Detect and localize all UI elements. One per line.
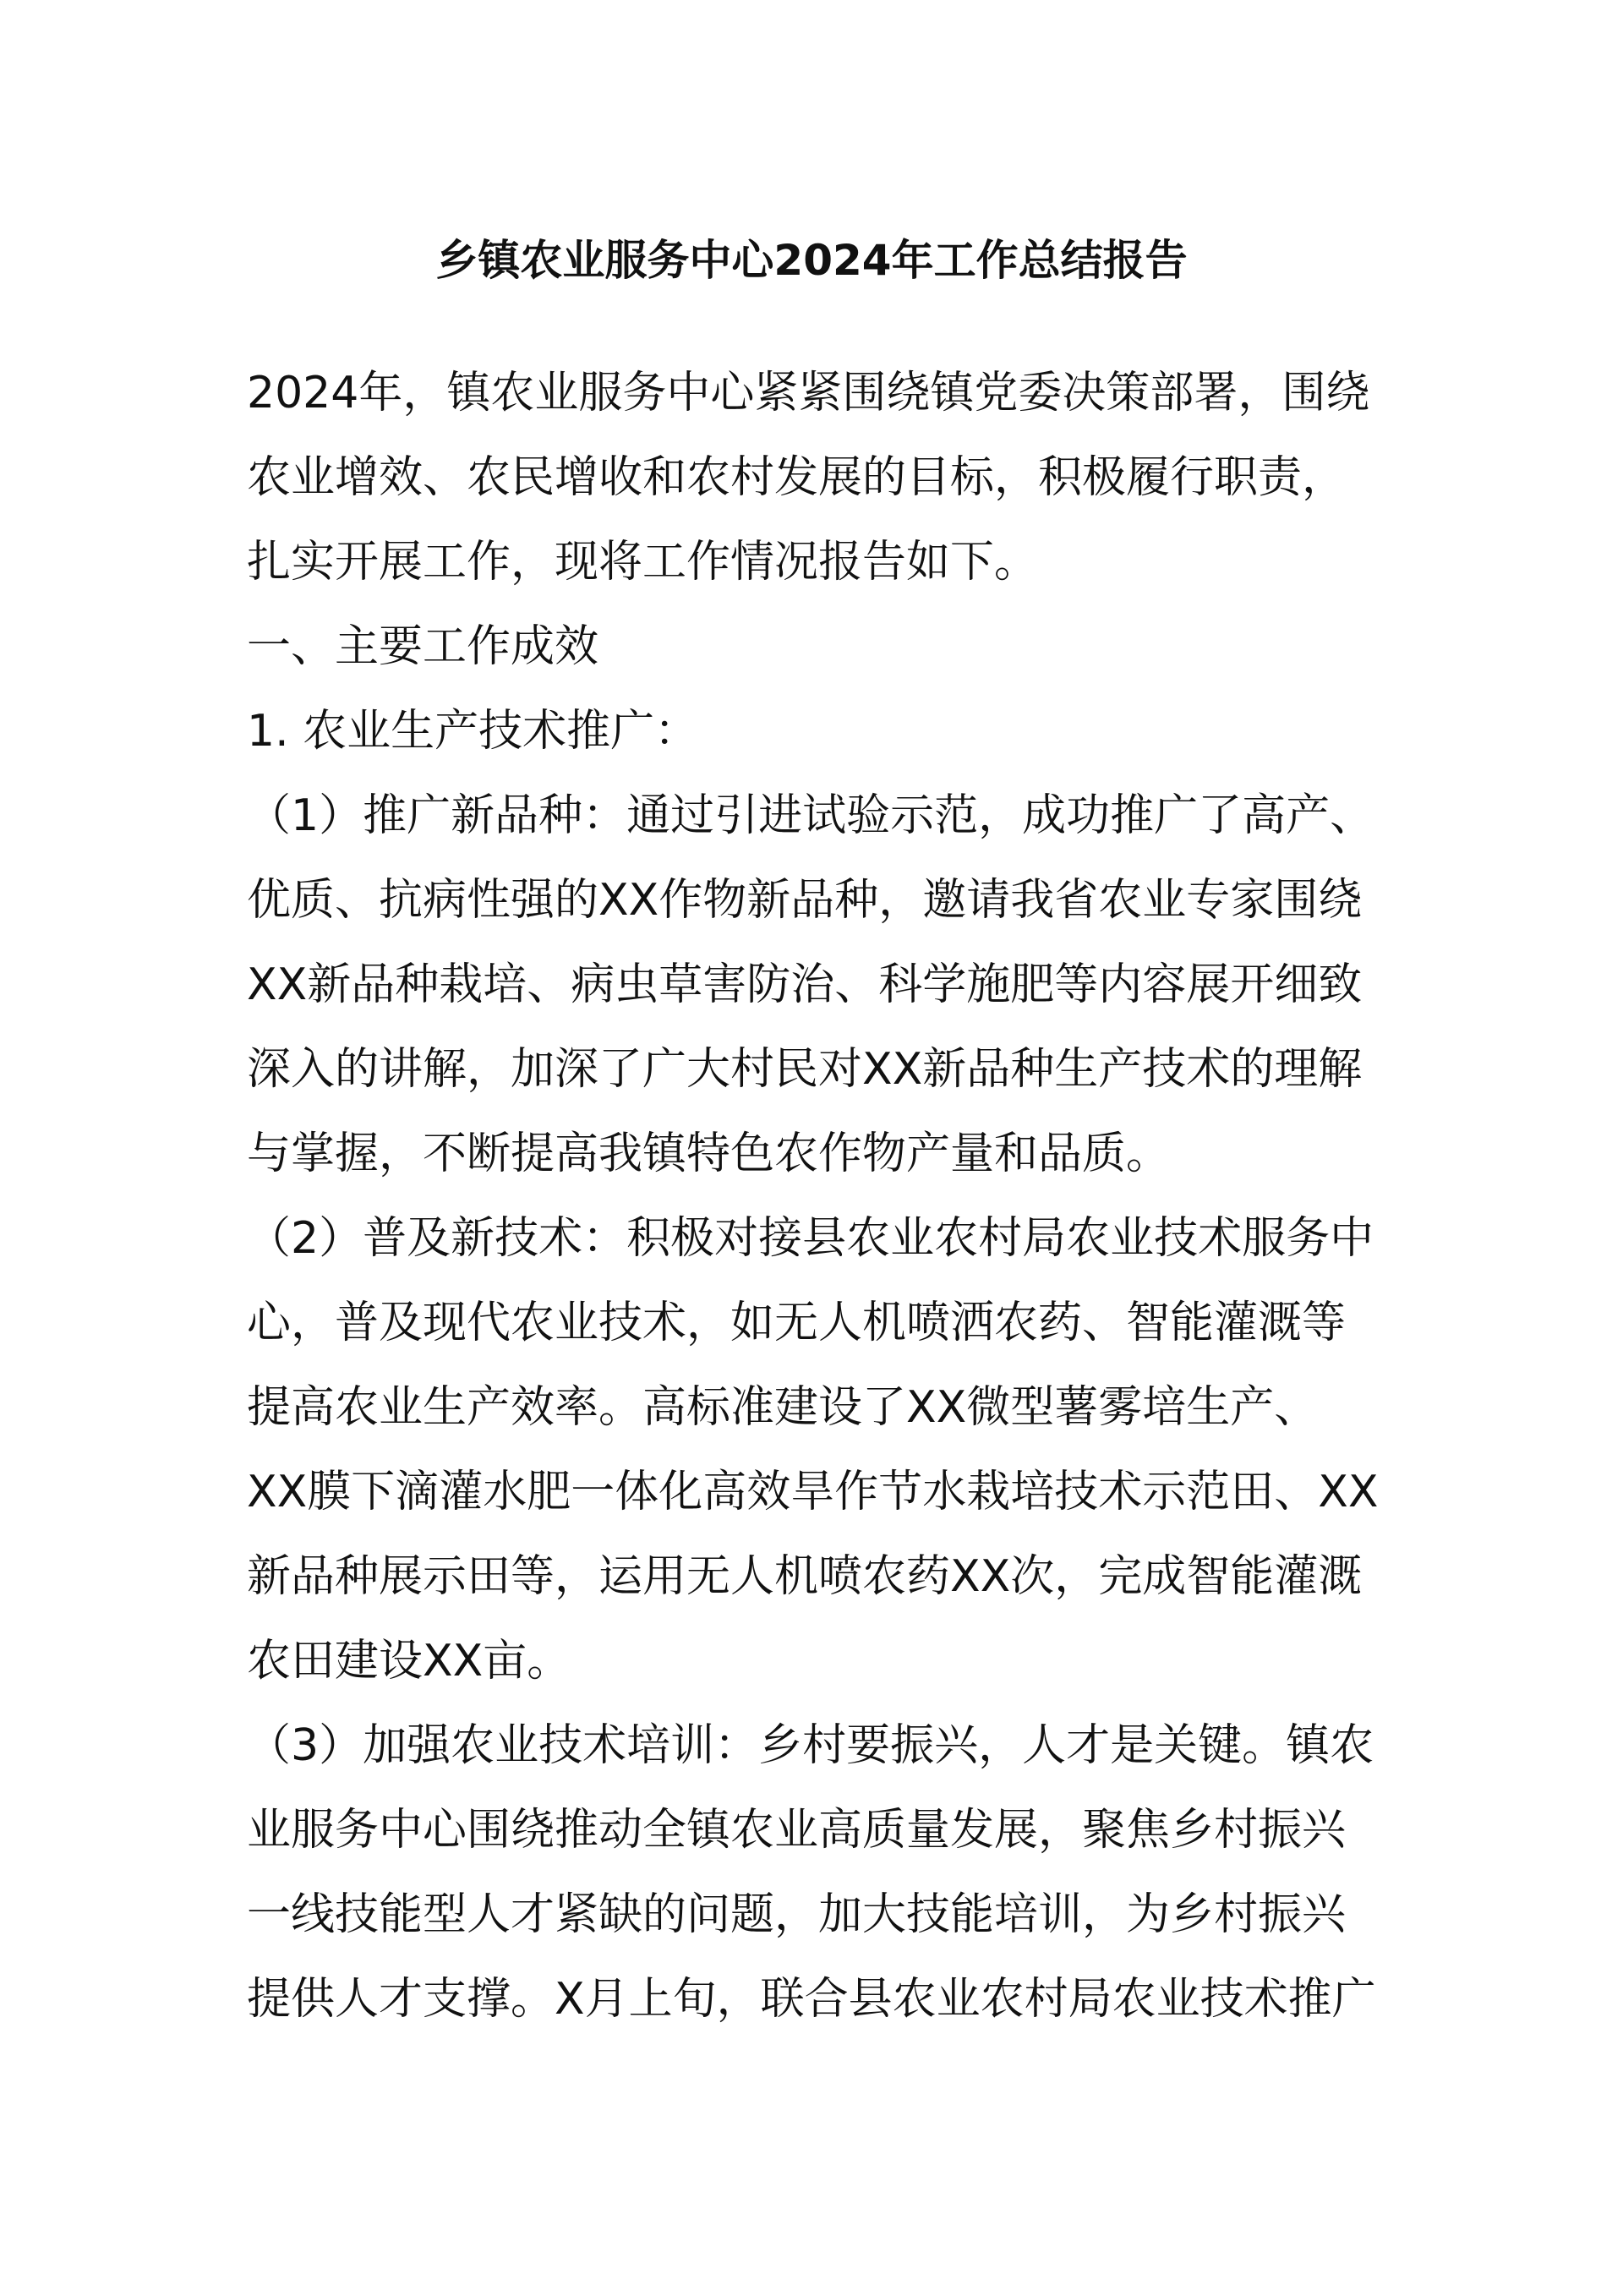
body-line: 扎实开展工作，现将工作情况报告如下。 <box>247 537 1039 588</box>
body-line: 提供人才支撑。X月上旬，联合县农业农村局农业技术推广 <box>247 1974 1376 2025</box>
body-line: 农业增效、农民增收和农村发展的目标，积极履行职责， <box>247 452 1347 503</box>
body-line: （3）加强农业技术培训：乡村要振兴，人才是关键。镇农 <box>247 1720 1374 1771</box>
body-line: （1）推广新品种：通过引进试验示范，成功推广了高产、 <box>247 790 1374 841</box>
body-line: 新品种展示田等，运用无人机喷农药XX次，完成智能灌溉 <box>247 1551 1363 1602</box>
body-line: 业服务中心围绕推动全镇农业高质量发展，聚焦乡村振兴 <box>247 1805 1347 1856</box>
body-line: 与掌握，不断提高我镇特色农作物产量和品质。 <box>247 1129 1171 1179</box>
document-body <box>247 351 1396 2042</box>
body-line: 农田建设XX亩。 <box>247 1636 571 1686</box>
subsection-heading: 1. 农业生产技术推广： <box>247 706 699 757</box>
body-line: 心，普及现代农业技术，如无人机喷洒农药、智能灌溉等 <box>247 1298 1347 1348</box>
section-heading: 一、主要工作成效 <box>247 621 599 672</box>
document-title: 乡镇农业服务中心2024年工作总结报告 <box>435 236 1188 285</box>
body-line: XX新品种栽培、病虫草害防治、科学施肥等内容展开细致 <box>247 959 1363 1010</box>
body-line: 提高农业生产效率。高标准建设了XX微型薯雾培生产、 <box>247 1382 1319 1433</box>
body-line: 2024年，镇农业服务中心紧紧围绕镇党委决策部署，围绕 <box>247 368 1370 418</box>
body-line: （2）普及新技术：积极对接县农业农村局农业技术服务中 <box>247 1213 1374 1264</box>
body-line: 深入的讲解，加深了广大村民对XX新品种生产技术的理解 <box>247 1044 1363 1095</box>
body-line: 一线技能型人才紧缺的问题，加大技能培训，为乡村振兴 <box>247 1889 1347 1940</box>
body-line: XX膜下滴灌水肥一体化高效旱作节水栽培技术示范田、XX <box>247 1467 1379 1517</box>
body-line: 优质、抗病性强的XX作物新品种，邀请我省农业专家围绕 <box>247 875 1363 926</box>
